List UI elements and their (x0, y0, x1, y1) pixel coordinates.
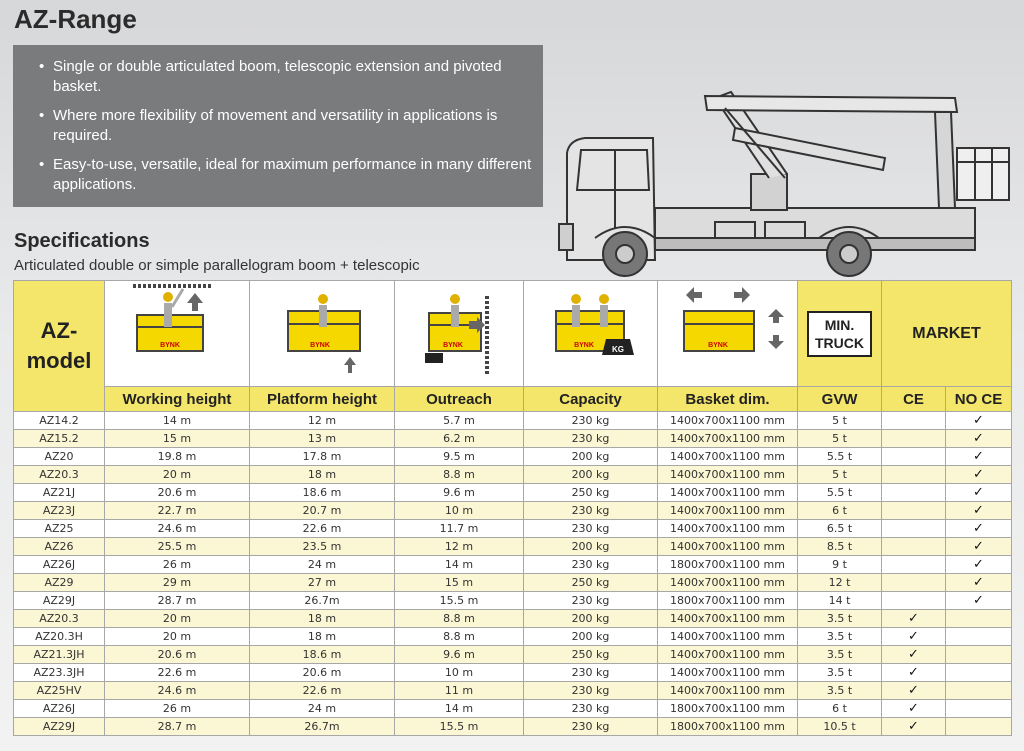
cell-outreach: 8.8 m (395, 466, 524, 484)
cell-gvw: 6 t (798, 502, 882, 520)
cell-noce-check: ✓ (946, 412, 1012, 430)
cell-noce-check: ✓ (946, 520, 1012, 538)
cell-platform: 12 m (250, 412, 395, 430)
basket-dimension-icon (658, 281, 798, 387)
svg-text:BYNK: BYNK (160, 342, 180, 349)
table-row (14, 646, 1012, 664)
cell-outreach: 5.7 m (395, 412, 524, 430)
page-title: AZ-Range (14, 4, 137, 34)
cell-model: AZ23J (14, 502, 105, 520)
cell-ce-check (882, 574, 946, 592)
table-row (14, 700, 1012, 718)
cell-gvw: 9 t (798, 556, 882, 574)
cell-gvw: 5 t (798, 466, 882, 484)
cell-working: 15 m (105, 430, 250, 448)
cell-platform: 18.6 m (250, 646, 395, 664)
cell-model: AZ20.3 (14, 610, 105, 628)
cell-platform: 26.7m (250, 592, 395, 610)
cell-model: AZ20.3H (14, 628, 105, 646)
cell-working: 20.6 m (105, 484, 250, 502)
cell-outreach: 10 m (395, 502, 524, 520)
cell-capacity: 250 kg (524, 646, 658, 664)
feature-bullet: • Single or double articulated boom, telescopic extension and pivoted basket. (53, 57, 533, 97)
cell-noce-check: ✓ (946, 538, 1012, 556)
cell-ce-check: ✓ (882, 664, 946, 682)
svg-text:BYNK: BYNK (574, 342, 594, 349)
cell-working: 25.5 m (105, 538, 250, 556)
cell-outreach: 15.5 m (395, 592, 524, 610)
cell-platform: 18 m (250, 610, 395, 628)
outreach-icon (395, 281, 524, 387)
cell-capacity: 200 kg (524, 610, 658, 628)
cell-working: 14 m (105, 412, 250, 430)
cell-ce-check (882, 502, 946, 520)
svg-text:KG: KG (612, 345, 624, 354)
table-row (14, 484, 1012, 502)
table-row (14, 682, 1012, 700)
cell-noce-check: ✓ (946, 592, 1012, 610)
cell-basket: 1400x700x1100 mm (658, 502, 798, 520)
col-ce: CE (882, 387, 946, 412)
feature-bullet: • Where more flexibility of movement and versatility in applications is required. (53, 106, 533, 146)
cell-basket: 1800x700x1100 mm (658, 718, 798, 736)
cell-basket: 1800x700x1100 mm (658, 592, 798, 610)
cell-model: AZ26 (14, 538, 105, 556)
cell-noce-check (946, 700, 1012, 718)
cell-basket: 1400x700x1100 mm (658, 646, 798, 664)
cell-outreach: 14 m (395, 700, 524, 718)
cell-platform: 18 m (250, 628, 395, 646)
cell-working: 20.6 m (105, 646, 250, 664)
cell-ce-check: ✓ (882, 718, 946, 736)
cell-platform: 18.6 m (250, 484, 395, 502)
cell-model: AZ29J (14, 592, 105, 610)
cell-noce-check: ✓ (946, 448, 1012, 466)
cell-outreach: 9.6 m (395, 484, 524, 502)
cell-ce-check (882, 466, 946, 484)
cell-working: 26 m (105, 700, 250, 718)
col-platform-height: Platform height (250, 387, 395, 412)
specifications-table (13, 280, 1012, 736)
cell-platform: 13 m (250, 430, 395, 448)
working-height-icon (105, 281, 250, 387)
cell-outreach: 8.8 m (395, 610, 524, 628)
cell-basket: 1400x700x1100 mm (658, 466, 798, 484)
cell-capacity: 230 kg (524, 718, 658, 736)
cell-outreach: 12 m (395, 538, 524, 556)
cell-working: 24.6 m (105, 520, 250, 538)
cell-gvw: 3.5 t (798, 664, 882, 682)
cell-capacity: 230 kg (524, 700, 658, 718)
cell-outreach: 6.2 m (395, 430, 524, 448)
cell-ce-check: ✓ (882, 646, 946, 664)
cell-working: 26 m (105, 556, 250, 574)
cell-platform: 27 m (250, 574, 395, 592)
feature-bullet: • Easy-to-use, versatile, ideal for maximum performance in many different applications. (53, 155, 533, 195)
cell-capacity: 230 kg (524, 556, 658, 574)
cell-model: AZ29 (14, 574, 105, 592)
cell-working: 20 m (105, 466, 250, 484)
cell-noce-check (946, 610, 1012, 628)
cell-platform: 18 m (250, 466, 395, 484)
cell-model: AZ29J (14, 718, 105, 736)
cell-capacity: 250 kg (524, 574, 658, 592)
cell-basket: 1800x700x1100 mm (658, 556, 798, 574)
cell-gvw: 3.5 t (798, 682, 882, 700)
cell-noce-check: ✓ (946, 574, 1012, 592)
truck-boom-illustration (555, 78, 1017, 283)
cell-outreach: 10 m (395, 664, 524, 682)
table-row (14, 628, 1012, 646)
min-truck-badge: MIN. TRUCK (798, 281, 882, 387)
cell-platform: 23.5 m (250, 538, 395, 556)
cell-platform: 26.7m (250, 718, 395, 736)
cell-model: AZ23.3JH (14, 664, 105, 682)
cell-working: 22.6 m (105, 664, 250, 682)
cell-model: AZ21J (14, 484, 105, 502)
cell-gvw: 5.5 t (798, 448, 882, 466)
cell-basket: 1400x700x1100 mm (658, 538, 798, 556)
platform-height-icon (250, 281, 395, 387)
cell-ce-check (882, 412, 946, 430)
cell-basket: 1400x700x1100 mm (658, 664, 798, 682)
cell-model: AZ15.2 (14, 430, 105, 448)
svg-text:BYNK: BYNK (708, 342, 728, 349)
cell-gvw: 6.5 t (798, 520, 882, 538)
cell-ce-check (882, 484, 946, 502)
cell-capacity: 200 kg (524, 448, 658, 466)
cell-model: AZ20 (14, 448, 105, 466)
cell-ce-check (882, 592, 946, 610)
specifications-subtitle: Articulated double or simple parallelogram boom + telescopic (14, 257, 420, 274)
table-row (14, 538, 1012, 556)
cell-noce-check: ✓ (946, 466, 1012, 484)
col-gvw: GVW (798, 387, 882, 412)
cell-gvw: 3.5 t (798, 628, 882, 646)
cell-noce-check: ✓ (946, 502, 1012, 520)
cell-outreach: 14 m (395, 556, 524, 574)
cell-working: 20 m (105, 628, 250, 646)
cell-basket: 1400x700x1100 mm (658, 628, 798, 646)
cell-working: 28.7 m (105, 592, 250, 610)
cell-gvw: 3.5 t (798, 610, 882, 628)
cell-gvw: 14 t (798, 592, 882, 610)
cell-noce-check: ✓ (946, 556, 1012, 574)
cell-gvw: 10.5 t (798, 718, 882, 736)
cell-noce-check (946, 682, 1012, 700)
table-row (14, 574, 1012, 592)
cell-ce-check: ✓ (882, 700, 946, 718)
cell-platform: 24 m (250, 556, 395, 574)
cell-gvw: 3.5 t (798, 646, 882, 664)
cell-ce-check: ✓ (882, 682, 946, 700)
cell-capacity: 230 kg (524, 412, 658, 430)
model-column-header: AZ- model (14, 281, 105, 412)
cell-capacity: 200 kg (524, 466, 658, 484)
cell-basket: 1400x700x1100 mm (658, 484, 798, 502)
cell-basket: 1400x700x1100 mm (658, 448, 798, 466)
cell-gvw: 5.5 t (798, 484, 882, 502)
cell-basket: 1400x700x1100 mm (658, 520, 798, 538)
svg-text:BYNK: BYNK (443, 342, 463, 349)
cell-model: AZ25 (14, 520, 105, 538)
cell-noce-check (946, 718, 1012, 736)
capacity-icon (524, 281, 658, 387)
cell-basket: 1400x700x1100 mm (658, 412, 798, 430)
table-row (14, 466, 1012, 484)
cell-model: AZ20.3 (14, 466, 105, 484)
cell-platform: 17.8 m (250, 448, 395, 466)
col-outreach: Outreach (395, 387, 524, 412)
cell-noce-check: ✓ (946, 430, 1012, 448)
cell-outreach: 11 m (395, 682, 524, 700)
cell-working: 20 m (105, 610, 250, 628)
cell-noce-check (946, 628, 1012, 646)
col-no-ce: NO CE (946, 387, 1012, 412)
cell-gvw: 6 t (798, 700, 882, 718)
col-working-height: Working height (105, 387, 250, 412)
cell-outreach: 9.6 m (395, 646, 524, 664)
cell-working: 24.6 m (105, 682, 250, 700)
cell-basket: 1800x700x1100 mm (658, 700, 798, 718)
table-row (14, 502, 1012, 520)
cell-capacity: 230 kg (524, 430, 658, 448)
cell-ce-check: ✓ (882, 610, 946, 628)
cell-working: 22.7 m (105, 502, 250, 520)
cell-gvw: 8.5 t (798, 538, 882, 556)
table-row (14, 556, 1012, 574)
cell-ce-check (882, 556, 946, 574)
cell-working: 29 m (105, 574, 250, 592)
cell-noce-check: ✓ (946, 484, 1012, 502)
cell-capacity: 230 kg (524, 682, 658, 700)
cell-model: AZ21.3JH (14, 646, 105, 664)
cell-noce-check (946, 646, 1012, 664)
cell-ce-check: ✓ (882, 628, 946, 646)
table-row (14, 610, 1012, 628)
cell-capacity: 230 kg (524, 592, 658, 610)
cell-basket: 1400x700x1100 mm (658, 682, 798, 700)
specifications-heading: Specifications (14, 230, 150, 252)
table-row (14, 448, 1012, 466)
cell-capacity: 230 kg (524, 664, 658, 682)
table-row (14, 664, 1012, 682)
cell-basket: 1400x700x1100 mm (658, 574, 798, 592)
cell-capacity: 200 kg (524, 538, 658, 556)
cell-gvw: 5 t (798, 412, 882, 430)
cell-gvw: 5 t (798, 430, 882, 448)
cell-model: AZ26J (14, 556, 105, 574)
svg-text:BYNK: BYNK (310, 342, 330, 349)
cell-basket: 1400x700x1100 mm (658, 610, 798, 628)
cell-basket: 1400x700x1100 mm (658, 430, 798, 448)
cell-capacity: 250 kg (524, 484, 658, 502)
cell-outreach: 9.5 m (395, 448, 524, 466)
cell-working: 28.7 m (105, 718, 250, 736)
cell-model: AZ25HV (14, 682, 105, 700)
table-row (14, 430, 1012, 448)
table-row (14, 412, 1012, 430)
table-row (14, 718, 1012, 736)
col-capacity: Capacity (524, 387, 658, 412)
cell-outreach: 15.5 m (395, 718, 524, 736)
cell-capacity: 200 kg (524, 628, 658, 646)
cell-noce-check (946, 664, 1012, 682)
cell-model: AZ26J (14, 700, 105, 718)
cell-capacity: 230 kg (524, 520, 658, 538)
cell-outreach: 15 m (395, 574, 524, 592)
cell-ce-check (882, 538, 946, 556)
cell-platform: 22.6 m (250, 520, 395, 538)
cell-platform: 22.6 m (250, 682, 395, 700)
cell-ce-check (882, 448, 946, 466)
cell-gvw: 12 t (798, 574, 882, 592)
cell-ce-check (882, 520, 946, 538)
cell-working: 19.8 m (105, 448, 250, 466)
cell-platform: 24 m (250, 700, 395, 718)
table-row (14, 520, 1012, 538)
feature-box (13, 45, 543, 207)
col-basket-dim: Basket dim. (658, 387, 798, 412)
cell-capacity: 230 kg (524, 502, 658, 520)
cell-platform: 20.6 m (250, 664, 395, 682)
cell-platform: 20.7 m (250, 502, 395, 520)
cell-outreach: 8.8 m (395, 628, 524, 646)
table-row (14, 592, 1012, 610)
cell-outreach: 11.7 m (395, 520, 524, 538)
market-header: MARKET (882, 281, 1012, 387)
cell-model: AZ14.2 (14, 412, 105, 430)
cell-ce-check (882, 430, 946, 448)
